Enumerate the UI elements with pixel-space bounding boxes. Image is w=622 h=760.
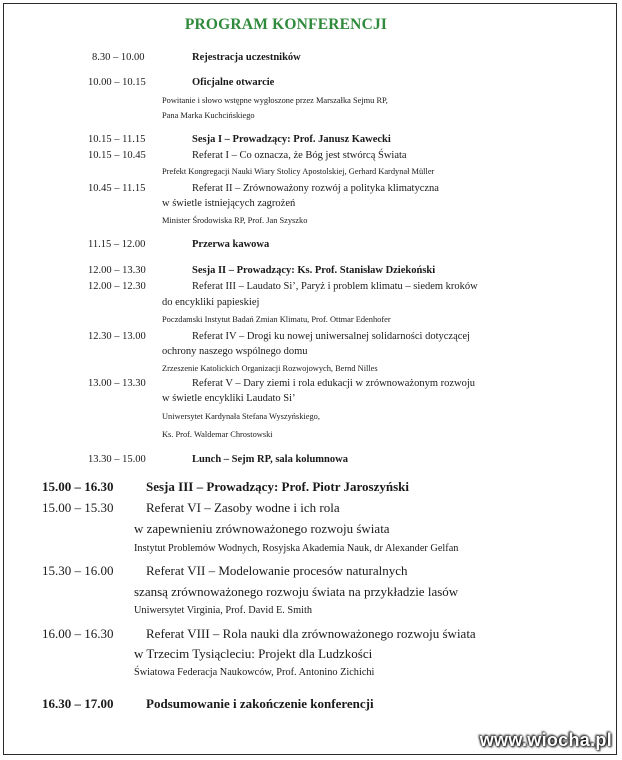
agenda-time: 13.00 – 13.30 xyxy=(88,378,146,389)
agenda-time: 12.30 – 13.00 xyxy=(88,331,146,342)
agenda-text: Referat IV – Drogi ku nowej uniwersalnej solidarności dotyczącej xyxy=(192,331,470,342)
agenda-text: Referat VII – Modelowanie procesów naturalnych xyxy=(146,563,408,578)
agenda-text: Sesja II – Prowadzący: Ks. Prof. Stanisław Dziekoński xyxy=(192,265,436,276)
agenda-text: Lunch – Sejm RP, sala kolumnowa xyxy=(192,454,348,465)
agenda-note: Uniwersytet Kardynała Stefana Wyszyńskiego, xyxy=(162,412,320,421)
agenda-time: 11.15 – 12.00 xyxy=(88,239,146,250)
agenda-time: 10.00 – 10.15 xyxy=(88,77,146,88)
agenda-time: 10.45 – 11.15 xyxy=(88,183,146,194)
page-title: PROGRAM KONFERENCJI xyxy=(184,16,388,33)
agenda-text: Referat II – Zrównoważony rozwój a polityka klimatyczna xyxy=(192,183,439,194)
agenda-time: 12.00 – 12.30 xyxy=(88,281,146,292)
agenda-text-continued: szansą zrównoważonego rozwoju świata na przykładzie lasów xyxy=(134,584,459,599)
agenda-note: Powitanie i słowo wstępne wygłoszone przez Marszałka Sejmu RP, xyxy=(162,96,388,105)
agenda-text: Sesja III – Prowadzący: Prof. Piotr Jaroszyński xyxy=(146,479,409,494)
agenda-text: Referat V – Dary ziemi i rola edukacji w zrównoważonym rozwoju xyxy=(192,378,476,389)
agenda-text-continued: w świetle encykliki Laudato Si’ xyxy=(162,393,296,404)
agenda-text: Referat III – Laudato Si’, Paryż i problem klimatu – siedem kroków xyxy=(192,281,478,292)
agenda-time: 12.00 – 13.30 xyxy=(88,265,146,276)
agenda-time: 8.30 – 10.00 xyxy=(92,52,145,63)
agenda-time: 15.00 – 15.30 xyxy=(42,500,114,515)
agenda-text-continued: ochrony naszego wspólnego domu xyxy=(162,346,308,357)
watermark: www.wiocha.pl xyxy=(479,730,612,750)
agenda-note: Prefekt Kongregacji Nauki Wiary Stolicy Apostolskiej, Gerhard Kardynał Müller xyxy=(162,167,435,176)
agenda-text: Referat I – Co oznacza, że Bóg jest stwórcą Świata xyxy=(192,150,407,161)
agenda-note: Uniwersytet Virginia, Prof. David E. Smith xyxy=(134,605,313,616)
agenda-time: 16.30 – 17.00 xyxy=(42,696,114,711)
agenda-note: Światowa Federacja Naukowców, Prof. Antonino Zichichi xyxy=(134,667,375,678)
agenda-note: Zrzeszenie Katolickich Organizacji Rozwojowych, Bernd Nilles xyxy=(162,364,378,373)
agenda-text: Sesja I – Prowadzący: Prof. Janusz Kawecki xyxy=(192,134,391,145)
agenda-time: 15.00 – 16.30 xyxy=(42,479,114,494)
agenda-text: Rejestracja uczestników xyxy=(192,52,301,63)
agenda-text-continued: do encykliki papieskiej xyxy=(162,297,260,308)
agenda-note: Minister Środowiska RP, Prof. Jan Szyszko xyxy=(162,216,308,225)
agenda-text-continued: w zapewnieniu zrównoważonego rozwoju świata xyxy=(134,521,390,536)
agenda-time: 16.00 – 16.30 xyxy=(42,626,114,641)
agenda-time: 10.15 – 10.45 xyxy=(88,150,146,161)
agenda-time: 15.30 – 16.00 xyxy=(42,563,114,578)
agenda-text: Oficjalne otwarcie xyxy=(192,77,275,88)
agenda-time: 13.30 – 15.00 xyxy=(88,454,146,465)
agenda-text-continued: w świetle istniejących zagrożeń xyxy=(162,198,296,209)
agenda-text-continued: w Trzecim Tysiącleciu: Projekt dla Ludzkości xyxy=(134,646,373,661)
agenda-note: Instytut Problemów Wodnych, Rosyjska Akademia Nauk, dr Alexander Gelfan xyxy=(134,543,459,554)
agenda-text: Referat VI – Zasoby wodne i ich rola xyxy=(146,500,340,515)
agenda-note: Pana Marka Kuchcińskiego xyxy=(162,111,255,120)
agenda-text: Referat VIII – Rola nauki dla zrównoważonego rozwoju świata xyxy=(146,626,476,641)
agenda-note: Poczdamski Instytut Badań Zmian Klimatu, Prof. Ottmar Edenhofer xyxy=(162,315,391,324)
agenda-text: Podsumowanie i zakończenie konferencji xyxy=(146,696,374,711)
agenda-note: Ks. Prof. Waldemar Chrostowski xyxy=(162,430,273,439)
agenda-text: Przerwa kawowa xyxy=(192,239,270,250)
agenda-time: 10.15 – 11.15 xyxy=(88,134,146,145)
